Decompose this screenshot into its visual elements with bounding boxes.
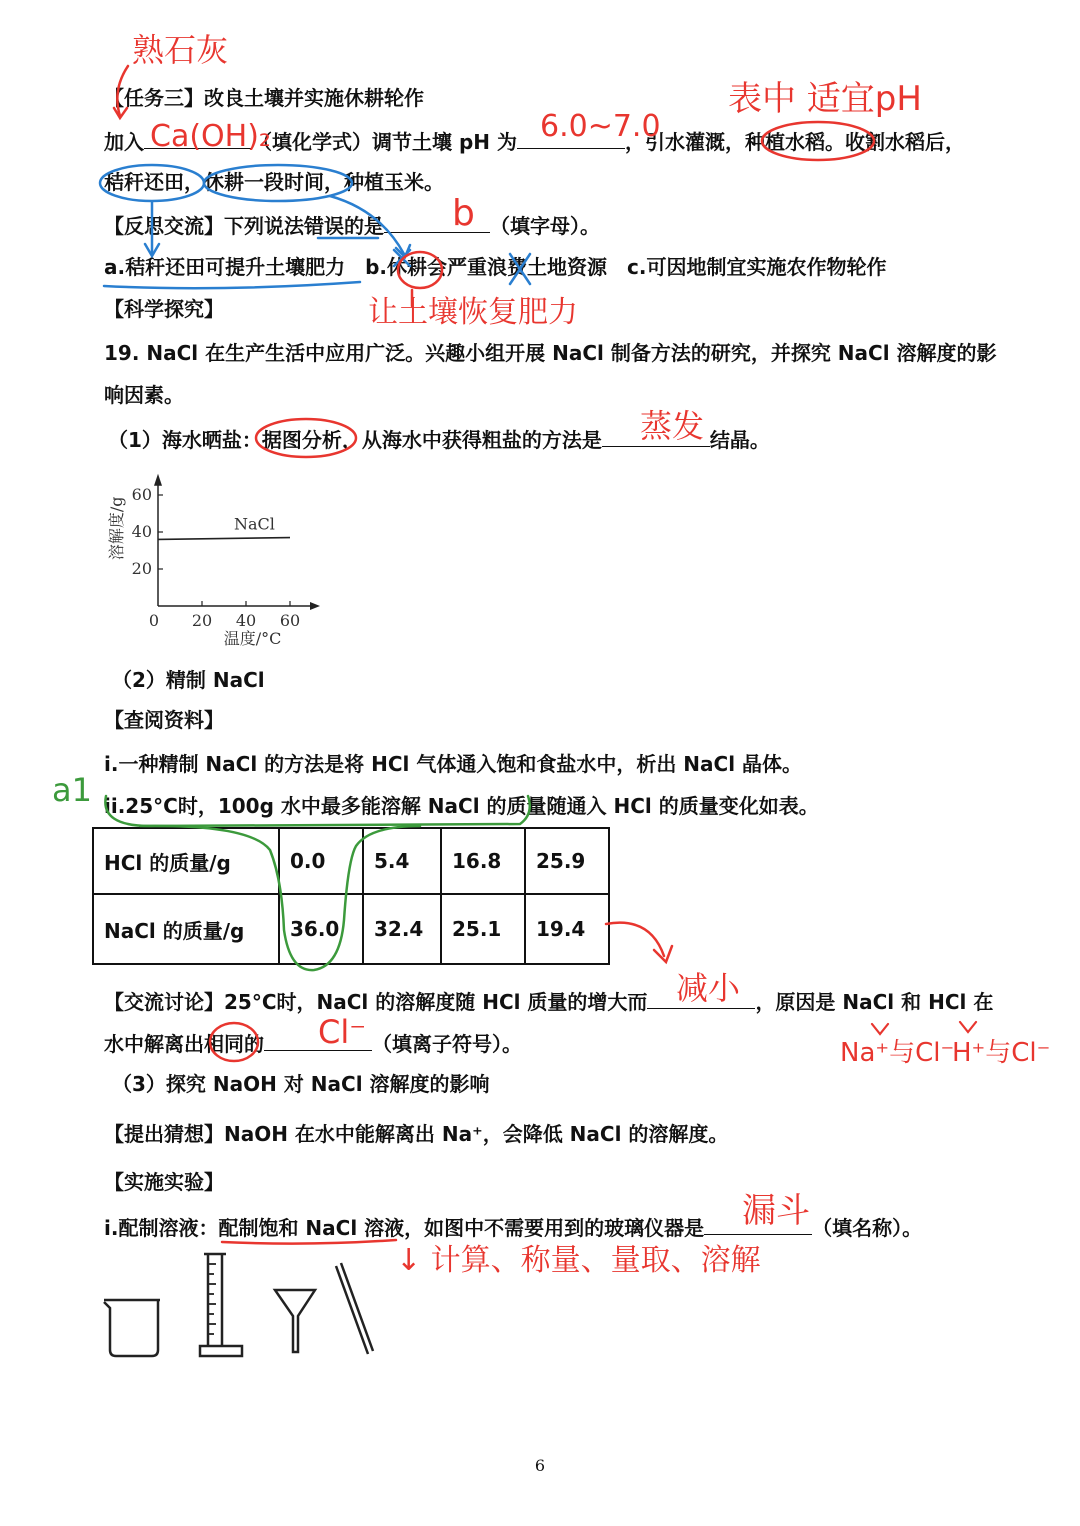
x-axis-label: 温度/°C (223, 629, 282, 648)
handwriting-biaozhong-ph: 表中 适宜pH (728, 79, 922, 119)
handwriting-steps: ↓ 计算、称量、量取、溶解 (396, 1243, 761, 1278)
experiment-i: i.配制溶液：配制饱和 NaCl 溶液，如图中不需要用到的玻璃仪器是 （填名称）。 (104, 1212, 922, 1242)
discuss-line2: 水中解离出相同的 （填离子符号）。 (104, 1028, 522, 1058)
q19-intro-line1: 19. NaCl 在生产生活中应用广泛。兴趣小组开展 NaCl 制备方法的研究，并探究 NaCl 溶解度的影 (104, 341, 997, 365)
task3-line1: 加入 （填化学式）调节土壤 pH 为 ，引水灌溉，种植水稻。收割水稻后， (104, 126, 965, 156)
x-tick-label: 60 (279, 611, 301, 630)
handwriting-restore-soil: 让土壤恢复肥力 (368, 295, 578, 330)
task3-heading: 【任务三】改良土壤并实施休耕轮作 (104, 86, 424, 110)
table-cell: 16.8 (441, 828, 525, 894)
handwriting-cl-ion: Cl⁻ (318, 1013, 367, 1051)
table-cell: 19.4 (525, 894, 609, 964)
series-label-nacl: NaCl (234, 514, 275, 534)
handwriting-loudou: 漏斗 (742, 1191, 810, 1231)
page-number: 6 (534, 1456, 546, 1475)
hcl-nacl-table (92, 827, 610, 965)
experiment-heading: 【实施实验】 (104, 1170, 224, 1194)
table-cell: 25.1 (441, 894, 525, 964)
x-tick-label: 40 (235, 611, 257, 630)
handwriting-shushihui: 熟石灰 (132, 31, 229, 69)
funnel-icon (275, 1290, 315, 1352)
table-cell: 0.0 (279, 828, 363, 894)
reflect-options: a.秸秆还田可提升土壤肥力 b.休耕会严重浪费土地资源 c.可因地制宜实施农作物轮作 (104, 255, 887, 279)
q19-part3: （3）探究 NaOH 对 NaCl 溶解度的影响 (112, 1072, 490, 1096)
handwriting-caoh2: Ca(OH)₂ (150, 119, 271, 154)
handwriting-zhengfa: 蒸发 (640, 407, 705, 445)
q19-part1: （1）海水晒盐：据图分析，从海水中获得粗盐的方法是 结晶。 (108, 424, 770, 454)
x-tick-label: 0 (148, 611, 160, 630)
handwriting-h-cl: H⁺与Cl⁻ (952, 1038, 1051, 1068)
q19-part2: （2）精制 NaCl (112, 668, 265, 692)
y-tick-label: 60 (131, 485, 152, 504)
science-heading: 【科学探究】 (104, 297, 224, 321)
info-ii: ii.25°C时，100g 水中最多能溶解 NaCl 的质量随通入 HCl 的质量变化如表。 (104, 794, 819, 818)
y-tick-label: 20 (131, 559, 152, 578)
hypothesis: 【提出猜想】NaOH 在水中能解离出 Na⁺，会降低 NaCl 的溶解度。 (104, 1122, 729, 1146)
row-label: HCl 的质量/g (93, 828, 279, 894)
y-axis-label: 溶解度/g (107, 496, 126, 561)
row-label: NaCl 的质量/g (93, 894, 279, 964)
x-tick-label: 20 (191, 611, 213, 630)
glass-rod-icon (336, 1263, 373, 1354)
task3-line2: 秸秆还田，休耕一段时间，种植玉米。 (104, 170, 444, 194)
handwriting-jianxiao: 减小 (676, 969, 741, 1007)
handwriting-a1: a1 (52, 771, 92, 809)
x-axis-arrow (310, 602, 320, 610)
table-cell: 32.4 (363, 894, 441, 964)
discuss-line1: 【交流讨论】25°C时，NaCl 的溶解度随 HCl 质量的增大而 ，原因是 NaCl 和 HCl 在 (104, 986, 993, 1016)
graduated-cylinder-icon (200, 1254, 242, 1356)
table-cell: 25.9 (525, 828, 609, 894)
table-cell: 36.0 (279, 894, 363, 964)
nacl-solubility-line (158, 538, 290, 540)
handwriting-ph-range: 6.0~7.0 (540, 109, 661, 144)
reflect-question: 【反思交流】下列说法错误的是 （填字母）。 (104, 210, 600, 240)
y-axis-arrow (154, 474, 162, 486)
beaker-icon (104, 1300, 160, 1356)
research-heading: 【查阅资料】 (104, 708, 224, 732)
table-row (93, 828, 609, 894)
table-cell: 5.4 (363, 828, 441, 894)
handwriting-na-cl: Na⁺与Cl⁻ (840, 1038, 955, 1068)
y-tick-label: 40 (131, 522, 152, 541)
info-i: i.一种精制 NaCl 的方法是将 HCl 气体通入饱和食盐水中，析出 NaCl 晶体。 (104, 752, 803, 776)
q19-intro-line2: 响因素。 (104, 383, 184, 407)
table-row (93, 894, 609, 964)
handwriting-answer-b: b (452, 193, 475, 234)
